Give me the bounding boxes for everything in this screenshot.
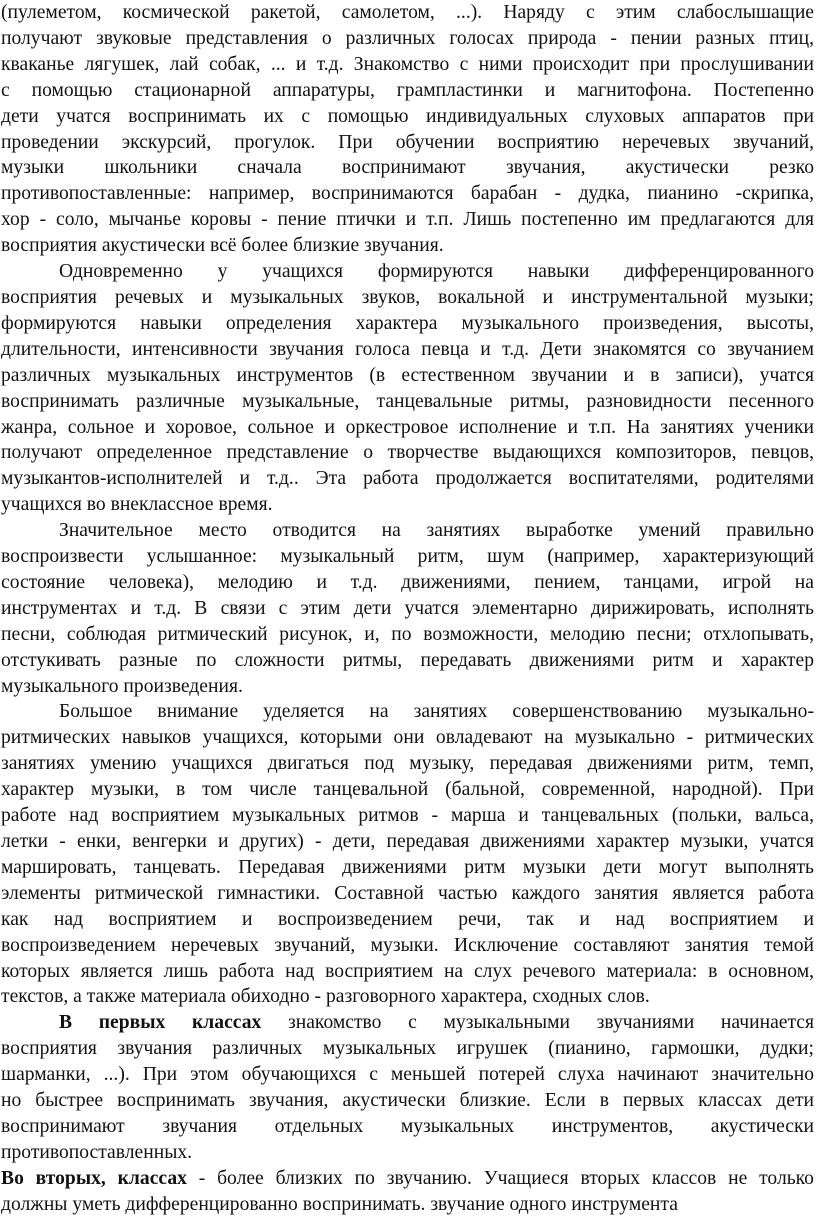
text-line: проведении экскурсий, прогулок. При обучении восприятию неречевых звучаний, [1, 131, 814, 153]
text-line: противопоставленных. [1, 1141, 193, 1163]
text-line: отстукивать разные по сложности ритмы, передавать движениями ритм и характер [1, 649, 814, 671]
paragraph-3 [1, 518, 814, 699]
text-line: формируются навыки определения характера музыкального произведения, высоты, [1, 312, 814, 334]
text-line: музыкантов-исполнителей и т.д.. Эта работа продолжается воспитателями, родителями [1, 468, 814, 490]
paragraph-1 [1, 0, 814, 259]
text-line: Значительное место отводится на занятиях выработке умений правильно [59, 520, 814, 542]
text-line: музыки школьники сначала воспринимают звучания, акустически резко [1, 157, 814, 179]
text-run: знакомство с музыкальными звучаниями начинается [261, 1012, 814, 1034]
text-line: как над восприятием и воспроизведением речи, так и над восприятием и [1, 908, 814, 930]
text-line: работе над восприятием музыкальных ритмов - марша и танцевальных (польки, вальса, [1, 805, 814, 827]
text-line: Большое внимание уделяется на занятиях совершенствованию музыкально- [59, 701, 814, 723]
paragraph-4 [1, 699, 814, 1010]
bold-lead: В первых классах [59, 1012, 262, 1034]
text-run: - более близких по звучанию. Учащиеся вторых классов не только [186, 1167, 814, 1189]
text-line: Одновременно у учащихся формируются навыки дифференцированного [59, 261, 814, 283]
text-line: жанра, сольное и хоровое, сольное и оркестровое исполнение и т.п. На занятиях ученики [1, 416, 814, 438]
text-line: восприятия речевых и музыкальных звуков, вокальной и инструментальной музыки; [1, 286, 814, 308]
text-line: дети учатся воспринимать их с помощью индивидуальных слуховых аппаратов при [1, 105, 814, 127]
text-line: инструментах и т.д. В связи с этим дети учатся элементарно дирижировать, исполнять [1, 597, 814, 619]
text-line: но быстрее воспринимать звучания, акустически близкие. Если в первых классах дети [1, 1090, 814, 1112]
text-line: кваканье лягушек, лай собак, ... и т.д. Знакомство с ними происходит при прослушивании [1, 53, 814, 75]
text-line: (пулеметом, космической ракетой, самолетом, ...). Наряду с этим слабослышащие [1, 2, 814, 23]
text-line: песни, соблюдая ритмический рисунок, и, по возможности, мелодию песни; отхлопывать, [1, 623, 814, 645]
text-line: воспроизведением неречевых звучаний, музыки. Исключение составляют занятия темой [1, 934, 814, 956]
text-line: ритмических навыков учащихся, которыми они овладевают на музыкально - ритмических [1, 727, 814, 749]
text-line: воспринимать различные музыкальные, танцевальные ритмы, разновидности песенного [1, 390, 814, 412]
text-line: различных музыкальных инструментов (в естественном звучании и в записи), учатся [1, 364, 814, 386]
text-line: учащихся во внеклассное время. [1, 494, 273, 516]
text-line: получают звуковые представления о различных голосах природа - пении разных птиц, [1, 27, 814, 49]
text-line: воспринимают звучания отдельных музыкальных инструментов, акустически [1, 1115, 814, 1137]
text-line: текстов, а также материала обиходно - разговорного характера, сходных слов. [1, 986, 650, 1008]
text-line: длительности, интенсивности звучания голоса певца и т.д. Дети знакомятся со звучанием [1, 338, 814, 360]
text-line: элементы ритмической гимнастики. Составной частью каждого занятия является работа [1, 882, 814, 904]
text-line: шарманки, ...). При этом обучающихся с меньшей потерей слуха начинают значительно [1, 1064, 814, 1086]
text-line: характер музыки, в том числе танцевальной (бальной, современной, народной). При [1, 779, 814, 801]
text-line: противопоставленные: например, воспринимаются барабан - дудка, пианино -скрипка, [1, 183, 814, 205]
text-line: маршировать, танцевать. Передавая движениями ритм музыки дети могут выполнять [1, 856, 814, 878]
text-line [1, 1166, 814, 1192]
text-line: состояние человека), мелодию и т.д. движениями, пением, танцами, игрой на [1, 571, 814, 593]
text-line: с помощью стационарной аппаратуры, грампластинки и магнитофона. Постепенно [1, 79, 814, 101]
text-line: получают определенное представление о творчестве выдающихся композиторов, певцов, [1, 442, 814, 464]
text-line: занятиях умению учащихся двигаться под музыку, передавая движениями ритм, темп, [1, 753, 814, 775]
bold-lead: Во вторых, классах [1, 1167, 187, 1189]
text-line [1, 1010, 814, 1036]
paragraph-6 [1, 1166, 814, 1218]
text-line: которых является лишь работа над восприятием на слух речевого материала: в основном, [1, 960, 814, 982]
text-line: должны уметь дифференцированно воспринимать. звучание одного инструмента [1, 1193, 678, 1215]
text-line: восприятия звучания различных музыкальных игрушек (пианино, гармошки, дудки; [1, 1038, 814, 1060]
text-line: музыкального произведения. [1, 675, 243, 697]
text-line: хор - соло, мычанье коровы - пение птички и т.п. Лишь постепенно им предлагаются для [1, 209, 814, 231]
paragraph-5 [1, 1010, 814, 1165]
text-line: летки - енки, венгерки и других) - дети, передавая движениями характер музыки, учатся [1, 831, 814, 852]
paragraph-2 [1, 259, 814, 518]
text-line: восприятия акустически всё более близкие звучания. [1, 235, 444, 257]
text-line: воспроизвести услышанное: музыкальный ритм, шум (например, характеризующий [1, 546, 814, 568]
